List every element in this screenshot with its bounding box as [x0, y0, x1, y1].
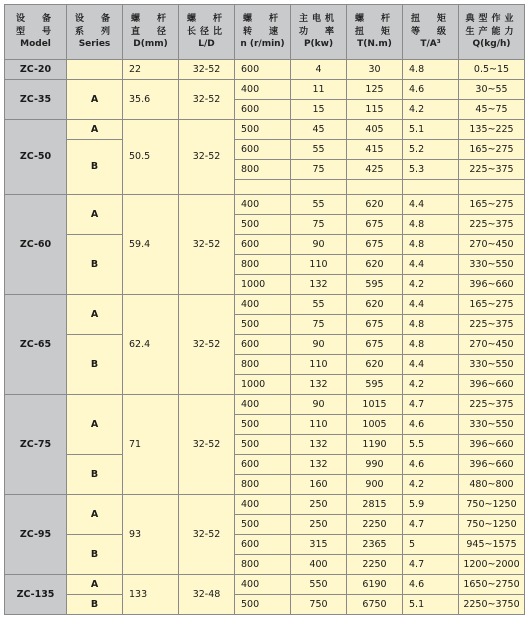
torque-cell	[347, 180, 403, 195]
series-cell: A	[67, 495, 123, 535]
capacity-cell: 270~450	[459, 235, 525, 255]
diameter-cell: 133	[123, 575, 179, 615]
ld-cell: 32-52	[179, 80, 235, 120]
table-row	[5, 535, 525, 555]
grade-cell	[403, 180, 459, 195]
series-cell: B	[67, 235, 123, 295]
capacity-cell: 480~800	[459, 475, 525, 495]
ld-cell: 32-52	[179, 395, 235, 495]
capacity-cell: 396~660	[459, 375, 525, 395]
series-cell: A	[67, 195, 123, 235]
table-row	[5, 455, 525, 475]
capacity-cell: 225~375	[459, 395, 525, 415]
power-cell: 45	[291, 120, 347, 140]
header-grade-cn1: 扭 矩	[410, 14, 450, 25]
speed-cell: 400	[235, 575, 291, 595]
power-cell	[291, 180, 347, 195]
model-cell: ZC-135	[5, 575, 67, 615]
table-row	[5, 120, 525, 140]
power-cell: 55	[291, 140, 347, 160]
torque-cell: 675	[347, 235, 403, 255]
power-cell: 55	[291, 195, 347, 215]
grade-cell: 5.5	[403, 435, 459, 455]
power-cell: 550	[291, 575, 347, 595]
capacity-cell: 0.5~15	[459, 60, 525, 80]
header-torque-en: T(N.m)	[357, 39, 392, 50]
table-row	[5, 80, 525, 100]
torque-cell: 405	[347, 120, 403, 140]
grade-cell: 4.2	[403, 275, 459, 295]
grade-cell: 4.2	[403, 100, 459, 120]
header-model-cn2: 型 号	[15, 26, 55, 37]
capacity-cell: 225~375	[459, 160, 525, 180]
speed-cell: 800	[235, 555, 291, 575]
power-cell: 110	[291, 415, 347, 435]
series-cell: A	[67, 395, 123, 455]
capacity-cell: 1200~2000	[459, 555, 525, 575]
diameter-cell: 59.4	[123, 195, 179, 295]
diameter-cell: 35.6	[123, 80, 179, 120]
series-cell: B	[67, 140, 123, 195]
speed-cell: 800	[235, 255, 291, 275]
series-cell: A	[67, 575, 123, 595]
capacity-cell: 396~660	[459, 435, 525, 455]
header-series-en: Series	[78, 39, 111, 50]
torque-cell: 595	[347, 375, 403, 395]
capacity-cell: 330~550	[459, 355, 525, 375]
grade-cell: 4.6	[403, 415, 459, 435]
speed-cell: 1000	[235, 375, 291, 395]
torque-cell: 1015	[347, 395, 403, 415]
power-cell: 75	[291, 215, 347, 235]
diameter-cell: 50.5	[123, 120, 179, 195]
capacity-cell: 225~375	[459, 215, 525, 235]
header-capacity-cn1: 典型作业	[465, 14, 518, 25]
capacity-cell: 1650~2750	[459, 575, 525, 595]
power-cell: 132	[291, 435, 347, 455]
header-power-en: P(kw)	[303, 39, 334, 50]
grade-cell: 4.2	[403, 475, 459, 495]
torque-cell: 2250	[347, 555, 403, 575]
diameter-cell: 71	[123, 395, 179, 495]
grade-cell: 5.3	[403, 160, 459, 180]
speed-cell: 600	[235, 235, 291, 255]
capacity-cell: 225~375	[459, 315, 525, 335]
header-speed-cn2: 转 速	[242, 26, 282, 37]
speed-cell: 500	[235, 415, 291, 435]
grade-cell: 4.2	[403, 375, 459, 395]
torque-cell: 675	[347, 335, 403, 355]
speed-cell: 600	[235, 335, 291, 355]
header-series	[67, 5, 123, 60]
power-cell: 750	[291, 595, 347, 615]
header-speed-en: n (r/min)	[240, 39, 285, 50]
capacity-cell: 165~275	[459, 295, 525, 315]
torque-cell: 30	[347, 60, 403, 80]
grade-cell: 5	[403, 535, 459, 555]
grade-cell: 4.4	[403, 255, 459, 275]
capacity-cell: 30~55	[459, 80, 525, 100]
header-capacity-cn2: 生产能力	[465, 26, 518, 37]
grade-cell: 4.7	[403, 515, 459, 535]
capacity-cell: 750~1250	[459, 515, 525, 535]
model-cell: ZC-35	[5, 80, 67, 120]
power-cell: 11	[291, 80, 347, 100]
torque-cell: 900	[347, 475, 403, 495]
series-cell	[67, 60, 123, 80]
table-row	[5, 140, 525, 160]
series-cell: A	[67, 295, 123, 335]
table-row	[5, 595, 525, 615]
header-torque	[347, 5, 403, 60]
capacity-cell: 270~450	[459, 335, 525, 355]
power-cell: 110	[291, 355, 347, 375]
capacity-cell	[459, 180, 525, 195]
grade-cell: 4.4	[403, 195, 459, 215]
table-row	[5, 295, 525, 315]
header-torque-cn1: 螺 杆	[354, 14, 394, 25]
header-power-cn2: 功 率	[298, 26, 338, 37]
power-cell: 132	[291, 375, 347, 395]
diameter-cell: 93	[123, 495, 179, 575]
diameter-cell: 62.4	[123, 295, 179, 395]
header-power-cn1: 主电机	[298, 14, 338, 25]
torque-cell: 6190	[347, 575, 403, 595]
capacity-cell: 135~225	[459, 120, 525, 140]
power-cell: 400	[291, 555, 347, 575]
header-grade-cn2: 等 级	[410, 26, 450, 37]
power-cell: 90	[291, 395, 347, 415]
series-cell: B	[67, 595, 123, 615]
ld-cell: 32-48	[179, 575, 235, 615]
power-cell: 132	[291, 455, 347, 475]
ld-cell: 32-52	[179, 495, 235, 575]
model-cell: ZC-50	[5, 120, 67, 195]
speed-cell: 500	[235, 315, 291, 335]
table-row	[5, 395, 525, 415]
capacity-cell: 330~550	[459, 255, 525, 275]
speed-cell: 600	[235, 60, 291, 80]
speed-cell: 500	[235, 595, 291, 615]
grade-cell: 5.2	[403, 140, 459, 160]
header-ld	[179, 5, 235, 60]
speed-cell	[235, 180, 291, 195]
power-cell: 90	[291, 335, 347, 355]
capacity-cell: 396~660	[459, 275, 525, 295]
table-row	[5, 60, 525, 80]
grade-cell: 4.6	[403, 575, 459, 595]
series-cell: B	[67, 535, 123, 575]
header-grade-en: T/A³	[420, 39, 441, 50]
header-capacity	[459, 5, 525, 60]
torque-cell: 675	[347, 315, 403, 335]
spec-table-body	[5, 60, 525, 615]
header-diameter	[123, 5, 179, 60]
table-row	[5, 575, 525, 595]
torque-cell: 2365	[347, 535, 403, 555]
torque-cell: 1190	[347, 435, 403, 455]
header-series-cn1: 设 备	[74, 14, 114, 25]
header-model-cn1: 设 备	[15, 14, 55, 25]
table-row	[5, 335, 525, 355]
header-model-en: Model	[20, 39, 51, 50]
speed-cell: 600	[235, 535, 291, 555]
grade-cell: 4.6	[403, 455, 459, 475]
extruder-spec-table	[4, 4, 525, 615]
torque-cell: 425	[347, 160, 403, 180]
table-row	[5, 235, 525, 255]
power-cell: 55	[291, 295, 347, 315]
power-cell: 315	[291, 535, 347, 555]
ld-cell: 32-52	[179, 295, 235, 395]
series-cell: A	[67, 80, 123, 120]
grade-cell: 4.4	[403, 355, 459, 375]
grade-cell: 5.1	[403, 595, 459, 615]
diameter-cell: 22	[123, 60, 179, 80]
torque-cell: 125	[347, 80, 403, 100]
power-cell: 160	[291, 475, 347, 495]
header-diameter-cn1: 螺 杆	[130, 14, 170, 25]
power-cell: 90	[291, 235, 347, 255]
model-cell: ZC-65	[5, 295, 67, 395]
model-cell: ZC-95	[5, 495, 67, 575]
header-ld-cn1: 螺 杆	[186, 14, 226, 25]
torque-cell: 990	[347, 455, 403, 475]
grade-cell: 4.8	[403, 315, 459, 335]
grade-cell: 4.4	[403, 295, 459, 315]
torque-cell: 620	[347, 355, 403, 375]
model-cell: ZC-75	[5, 395, 67, 495]
grade-cell: 5.1	[403, 120, 459, 140]
torque-cell: 620	[347, 195, 403, 215]
capacity-cell: 396~660	[459, 455, 525, 475]
header-diameter-en: D(mm)	[133, 39, 168, 50]
header-diameter-cn2: 直 径	[130, 26, 170, 37]
power-cell: 15	[291, 100, 347, 120]
header-torque-cn2: 扭 矩	[354, 26, 394, 37]
speed-cell: 400	[235, 80, 291, 100]
capacity-cell: 165~275	[459, 140, 525, 160]
header-ld-en: L/D	[198, 39, 215, 50]
torque-cell: 620	[347, 255, 403, 275]
header-speed	[235, 5, 291, 60]
capacity-cell: 45~75	[459, 100, 525, 120]
speed-cell: 400	[235, 195, 291, 215]
header-row	[5, 5, 525, 60]
table-row	[5, 495, 525, 515]
speed-cell: 500	[235, 120, 291, 140]
ld-cell: 32-52	[179, 120, 235, 195]
grade-cell: 4.7	[403, 395, 459, 415]
speed-cell: 500	[235, 215, 291, 235]
torque-cell: 2815	[347, 495, 403, 515]
torque-cell: 415	[347, 140, 403, 160]
speed-cell: 500	[235, 515, 291, 535]
grade-cell: 4.8	[403, 335, 459, 355]
power-cell: 75	[291, 160, 347, 180]
speed-cell: 500	[235, 435, 291, 455]
capacity-cell: 945~1575	[459, 535, 525, 555]
speed-cell: 1000	[235, 275, 291, 295]
power-cell: 75	[291, 315, 347, 335]
speed-cell: 400	[235, 295, 291, 315]
header-series-cn2: 系 列	[74, 26, 114, 37]
torque-cell: 2250	[347, 515, 403, 535]
torque-cell: 675	[347, 215, 403, 235]
ld-cell: 32-52	[179, 195, 235, 295]
grade-cell: 4.6	[403, 80, 459, 100]
speed-cell: 800	[235, 355, 291, 375]
capacity-cell: 165~275	[459, 195, 525, 215]
capacity-cell: 2250~3750	[459, 595, 525, 615]
capacity-cell: 750~1250	[459, 495, 525, 515]
speed-cell: 400	[235, 395, 291, 415]
series-cell: A	[67, 120, 123, 140]
table-row	[5, 195, 525, 215]
model-cell: ZC-60	[5, 195, 67, 295]
grade-cell: 4.8	[403, 215, 459, 235]
power-cell: 110	[291, 255, 347, 275]
speed-cell: 400	[235, 495, 291, 515]
header-power	[291, 5, 347, 60]
model-cell: ZC-20	[5, 60, 67, 80]
series-cell: B	[67, 455, 123, 495]
header-grade	[403, 5, 459, 60]
header-model	[5, 5, 67, 60]
torque-cell: 1005	[347, 415, 403, 435]
torque-cell: 595	[347, 275, 403, 295]
speed-cell: 600	[235, 100, 291, 120]
capacity-cell: 330~550	[459, 415, 525, 435]
torque-cell: 620	[347, 295, 403, 315]
grade-cell: 5.9	[403, 495, 459, 515]
speed-cell: 600	[235, 455, 291, 475]
power-cell: 250	[291, 495, 347, 515]
power-cell: 250	[291, 515, 347, 535]
grade-cell: 4.8	[403, 235, 459, 255]
power-cell: 4	[291, 60, 347, 80]
grade-cell: 4.7	[403, 555, 459, 575]
speed-cell: 600	[235, 140, 291, 160]
power-cell: 132	[291, 275, 347, 295]
ld-cell: 32-52	[179, 60, 235, 80]
grade-cell: 4.8	[403, 60, 459, 80]
speed-cell: 800	[235, 475, 291, 495]
torque-cell: 6750	[347, 595, 403, 615]
header-capacity-en: Q(kg/h)	[472, 39, 511, 50]
header-ld-cn2: 长径比	[186, 26, 226, 37]
series-cell: B	[67, 335, 123, 395]
header-speed-cn1: 螺 杆	[242, 14, 282, 25]
torque-cell: 115	[347, 100, 403, 120]
speed-cell: 800	[235, 160, 291, 180]
